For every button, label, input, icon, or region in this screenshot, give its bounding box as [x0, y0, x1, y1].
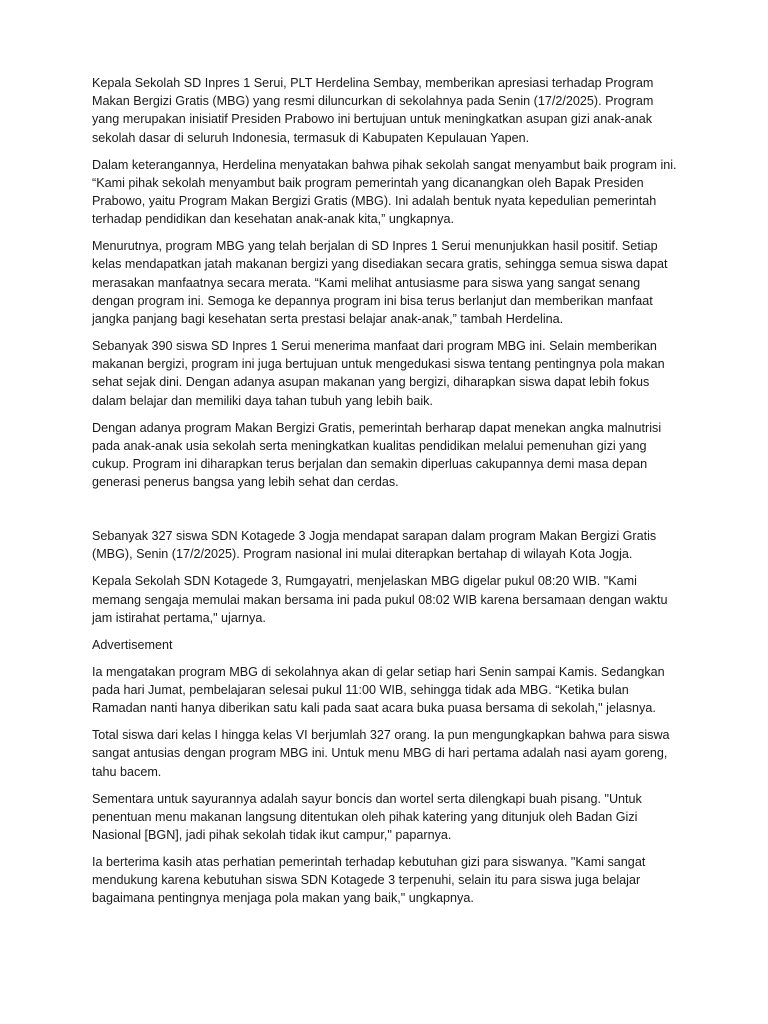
paragraph: Total siswa dari kelas I hingga kelas VI berjumlah 327 orang. Ia pun mengungkapkan bahwa para siswa sangat antusias dengan program MBG ini. Untuk menu MBG di hari pertama adalah nasi ayam goreng, tahu bacem. [92, 728, 670, 779]
paragraph: Kepala Sekolah SD Inpres 1 Serui, PLT Herdelina Sembay, memberikan apresiasi terhadap Program Makan Bergizi Gratis (MBG) yang resmi diluncurkan di sekolahnya pada Senin (17/2/2025). Program yang merupakan inisiatif Presiden Prabowo ini bertujuan untuk meningkatkan asupan gizi anak-anak sekolah dasar di seluruh Indonesia, termasuk di Kabupaten Kepulauan Yapen. [92, 76, 654, 145]
section-spacer [92, 500, 682, 527]
paragraph: Sebanyak 390 siswa SD Inpres 1 Serui menerima manfaat dari program MBG ini. Selain memberikan makanan bergizi, program ini juga bertujuan untuk mengedukasi siswa tentang pentingnya pola makan sehat sejak dini. Dengan adanya asupan makanan yang bergizi, diharapkan siswa dapat lebih fokus dalam belajar dan memiliki daya tahan tubuh yang lebih baik. [92, 339, 665, 408]
paragraph: Ia mengatakan program MBG di sekolahnya akan di gelar setiap hari Senin sampai Kamis. Sedangkan pada hari Jumat, pembelajaran selesai pukul 11:00 WIB, sehingga tidak ada MBG. “Ketika bulan Ramadan nanti hanya diberikan satu kali pada saat acara buka puasa bersama di sekolah," jelasnya. [92, 664, 665, 716]
paragraph: Sebanyak 327 siswa SDN Kotagede 3 Jogja mendapat sarapan dalam program Makan Bergizi Gratis (MBG), Senin (17/2/2025). Program nasional ini mulai diterapkan bertahap di wilayah Kota Jogja. [92, 529, 657, 562]
paragraph: Kepala Sekolah SDN Kotagede 3, Rumgayatri, menjelaskan MBG digelar pukul 08:20 WIB. "Kami memang sengaja memulai makan bersama ini pada pukul 08:02 WIB karena bersamaan dengan waktu jam istirahat pertama," ujarnya. [92, 574, 668, 625]
paragraph: Sementara untuk sayurannya adalah sayur boncis dan wortel serta dilengkapi buah pisang. "Untuk penentuan menu makanan langsung ditentukan oleh pihak katering yang ditunjuk oleh Badan Gizi Nasional [BGN], jadi pihak sekolah tidak ikut campur," paparnya. [92, 791, 642, 843]
paragraph: Menurutnya, program MBG yang telah berjalan di SD Inpres 1 Serui menunjukkan hasil positif. Setiap kelas mendapatkan jatah makanan bergizi yang disediakan secara gratis, sehingga semua siswa dapat merasakan manfaatnya secara merata. “Kami melihat antusiasme para siswa yang sangat senang dengan program ini. Semoga ke depannya program ini bisa terus berlanjut dan memberikan manfaat jangka panjang bagi kesehatan serta prestasi belajar anak-anak,” tambah Herdelina. [92, 239, 668, 327]
paragraph: Dengan adanya program Makan Bergizi Gratis, pemerintah berharap dapat menekan angka malnutrisi pada anak-anak usia sekolah serta meningkatkan kualitas pendidikan melalui pemenuhan gizi yang cukup. Program ini diharapkan terus berjalan dan semakin diperluas cakupannya demi masa depan generasi penerus bangsa yang lebih sehat dan cerdas. [92, 420, 662, 490]
article-section-kotagede [92, 527, 682, 907]
advertisement-label: Advertisement [92, 637, 173, 652]
paragraph: Dalam keterangannya, Herdelina menyatakan bahwa pihak sekolah sangat menyambut baik program ini. “Kami pihak sekolah menyambut baik program pemerintah yang dicanangkan oleh Bapak Presiden Prabowo, yaitu Program Makan Bergizi Gratis (MBG). Ini adalah bentuk nyata kepedulian pemerintah terhadap pendidikan dan kesehatan anak-anak kita,” ungkapnya. [92, 157, 677, 227]
paragraph: Ia berterima kasih atas perhatian pemerintah terhadap kebutuhan gizi para siswanya. "Kami sangat mendukung karena kebutuhan siswa SDN Kotagede 3 terpenuhi, selain itu para siswa juga belajar bagaimana pentingnya menjaga pola makan yang baik," ungkapnya. [92, 855, 646, 906]
document-page [92, 74, 682, 916]
article-section-serui [92, 74, 682, 491]
